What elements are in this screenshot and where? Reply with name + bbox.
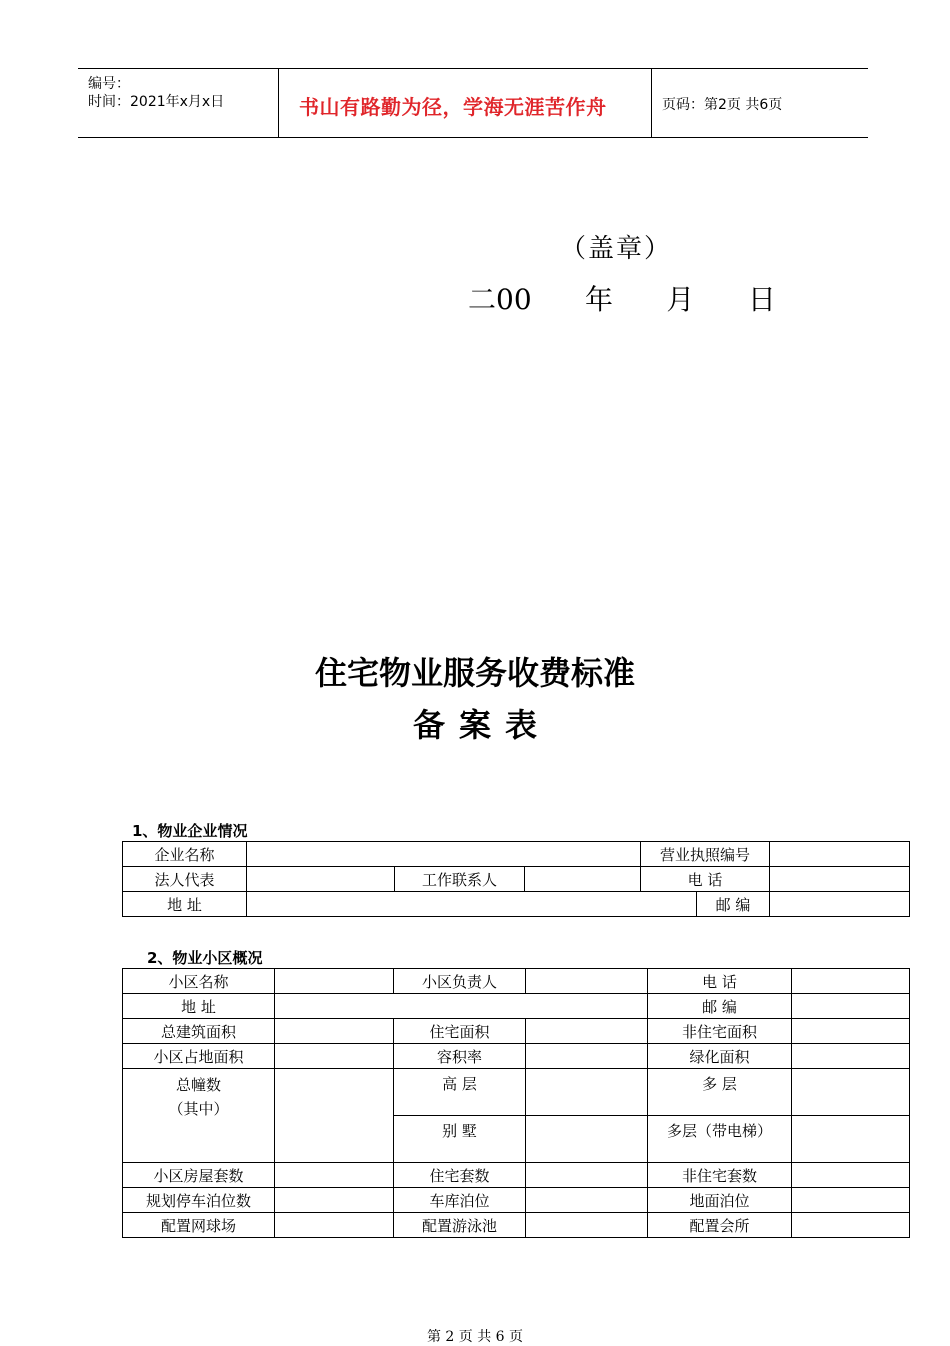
table-row (123, 1163, 910, 1188)
villa-value[interactable] (526, 1116, 648, 1163)
green-area-label: 绿化面积 (648, 1044, 792, 1069)
manager-label: 小区负责人 (394, 969, 526, 994)
form-title: 住宅物业服务收费标准 (314, 654, 635, 692)
table-row (123, 1188, 910, 1213)
table-row (123, 1019, 910, 1044)
phone-label: 电 话 (641, 867, 770, 892)
non-residential-area-value[interactable] (792, 1019, 910, 1044)
postcode-value[interactable] (770, 892, 910, 917)
green-area-value[interactable] (792, 1044, 910, 1069)
garage-parking-label: 车库泊位 (394, 1188, 526, 1213)
pool-label: 配置游泳池 (394, 1213, 526, 1238)
community-name-label: 小区名称 (123, 969, 275, 994)
form-subtitle: 备案表 (412, 706, 551, 744)
clubhouse-label: 配置会所 (648, 1213, 792, 1238)
garage-parking-value[interactable] (526, 1188, 648, 1213)
number-label: 编号： (88, 76, 130, 92)
manager-value[interactable] (526, 969, 648, 994)
address-label: 地 址 (123, 892, 247, 917)
community-info-table (122, 968, 910, 1238)
plot-ratio-label: 容积率 (394, 1044, 526, 1069)
phone-label: 电 话 (648, 969, 792, 994)
tennis-label: 配置网球场 (123, 1213, 275, 1238)
tennis-value[interactable] (275, 1213, 394, 1238)
postcode-label: 邮 编 (648, 994, 792, 1019)
legal-rep-value[interactable] (247, 867, 395, 892)
company-name-label: 企业名称 (123, 842, 247, 867)
total-buildings-value[interactable] (275, 1069, 394, 1163)
section1-heading: 1、物业企业情况 (132, 822, 248, 840)
high-rise-label: 高 层 (394, 1069, 526, 1116)
land-area-value[interactable] (275, 1044, 394, 1069)
legal-rep-label: 法人代表 (123, 867, 247, 892)
total-area-value[interactable] (275, 1019, 394, 1044)
total-buildings-label (123, 1069, 275, 1163)
planned-parking-label: 规划停车泊位数 (123, 1188, 275, 1213)
table-row (123, 994, 910, 1019)
multi-storey-value[interactable] (792, 1069, 910, 1116)
table-row (123, 867, 910, 892)
motto-text: 书山有路勤为径，学海无涯苦作舟 (299, 95, 607, 119)
multi-storey-elevator-value[interactable] (792, 1116, 910, 1163)
ground-parking-value[interactable] (792, 1188, 910, 1213)
company-name-value[interactable] (247, 842, 641, 867)
table-row (123, 969, 910, 994)
non-residential-area-label: 非住宅面积 (648, 1019, 792, 1044)
phone-value[interactable] (792, 969, 910, 994)
address-value[interactable] (275, 994, 648, 1019)
units-label: 小区房屋套数 (123, 1163, 275, 1188)
company-info-table (122, 841, 910, 917)
villa-label: 别 墅 (394, 1116, 526, 1163)
clubhouse-value[interactable] (792, 1213, 910, 1238)
header-meta-cell (78, 69, 279, 137)
phone-value[interactable] (770, 867, 910, 892)
total-area-label: 总建筑面积 (123, 1019, 275, 1044)
address-value[interactable] (247, 892, 697, 917)
table-row (123, 1069, 910, 1116)
multi-storey-label: 多 层 (648, 1069, 792, 1116)
header-motto-cell (279, 69, 652, 137)
contact-value[interactable] (525, 867, 641, 892)
residential-area-value[interactable] (526, 1019, 648, 1044)
table-row (123, 1044, 910, 1069)
document-header (78, 68, 868, 138)
non-residential-units-label: 非住宅套数 (648, 1163, 792, 1188)
residential-units-label: 住宅套数 (394, 1163, 526, 1188)
page-footer: 第 2 页 共 6 页 (426, 1329, 524, 1345)
units-value[interactable] (275, 1163, 394, 1188)
page-label: 页码：第2页 共6页 (662, 97, 783, 113)
residential-area-label: 住宅面积 (394, 1019, 526, 1044)
license-no-label: 营业执照编号 (641, 842, 770, 867)
total-buildings-text: 总幢数 (175, 1076, 221, 1094)
table-row (123, 1213, 910, 1238)
pool-value[interactable] (526, 1213, 648, 1238)
non-residential-units-value[interactable] (792, 1163, 910, 1188)
table-row (123, 842, 910, 867)
ground-parking-label: 地面泊位 (648, 1188, 792, 1213)
of-which-text: （其中） (168, 1100, 229, 1118)
section2-heading: 2、物业小区概况 (147, 949, 263, 967)
contact-label: 工作联系人 (395, 867, 525, 892)
community-name-value[interactable] (275, 969, 394, 994)
multi-storey-elevator-label: 多层（带电梯） (648, 1116, 792, 1163)
seal-text: （盖章） (560, 234, 673, 264)
date-line: 二00 年 月 日 (468, 283, 776, 316)
high-rise-value[interactable] (526, 1069, 648, 1116)
header-page-cell (652, 69, 868, 137)
planned-parking-value[interactable] (275, 1188, 394, 1213)
residential-units-value[interactable] (526, 1163, 648, 1188)
table-row (123, 892, 910, 917)
license-no-value[interactable] (770, 842, 910, 867)
plot-ratio-value[interactable] (526, 1044, 648, 1069)
postcode-label: 邮 编 (697, 892, 770, 917)
postcode-value[interactable] (792, 994, 910, 1019)
time-label: 时间：2021年x月x日 (88, 94, 225, 110)
address-label: 地 址 (123, 994, 275, 1019)
land-area-label: 小区占地面积 (123, 1044, 275, 1069)
